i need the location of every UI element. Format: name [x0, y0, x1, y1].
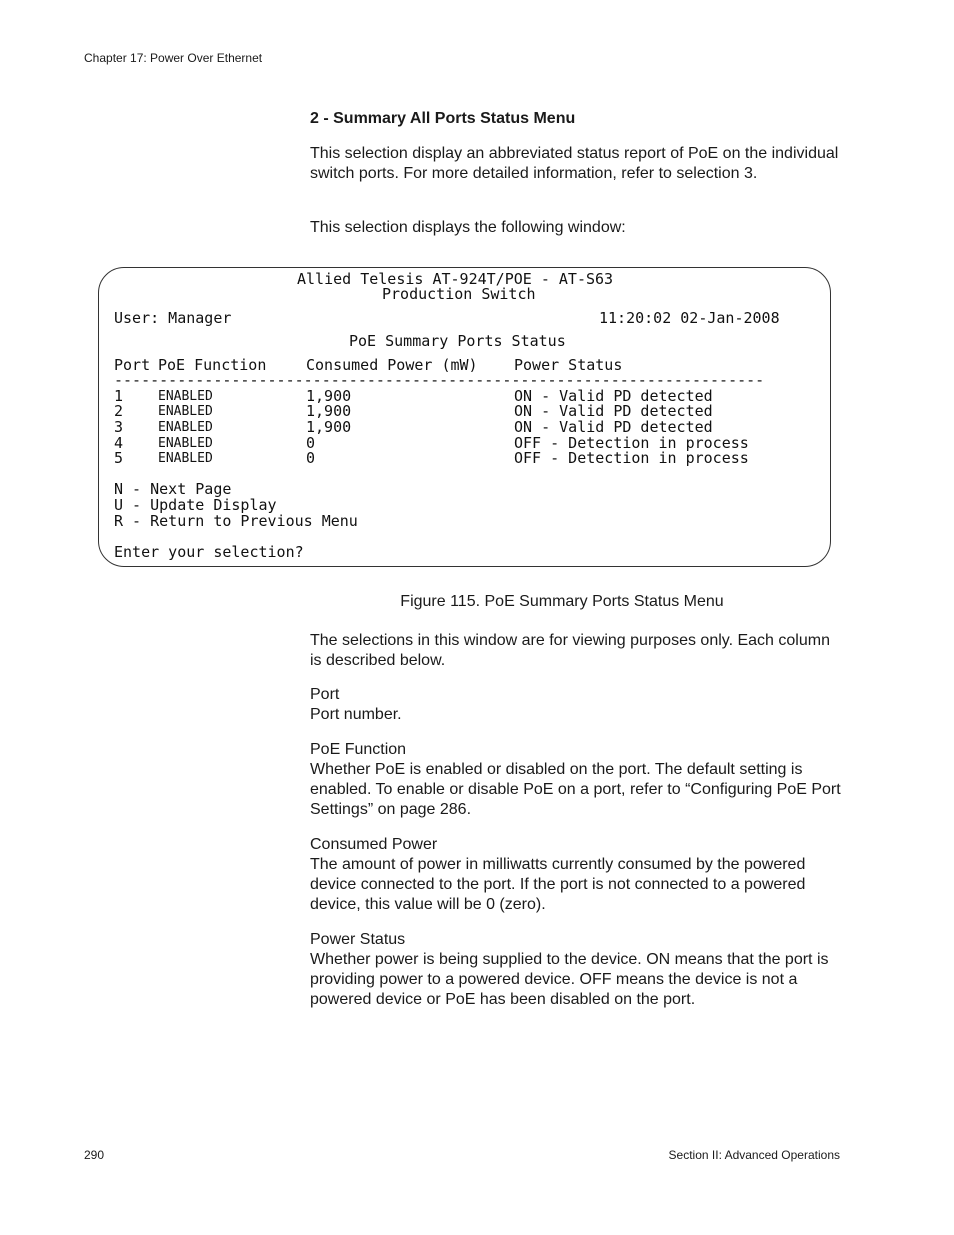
description-term: Consumed Power — [310, 836, 438, 853]
row-port: 1 — [114, 387, 124, 405]
menu-option-next-page: N - Next Page — [114, 480, 232, 498]
column-header-power-status: Power Status — [514, 356, 623, 374]
description-term: Port — [310, 686, 340, 703]
column-header-consumed-power: Consumed Power (mW) — [306, 356, 478, 374]
row-function: ENABLED — [158, 404, 213, 419]
row-port: 3 — [114, 418, 124, 436]
running-header: Chapter 17: Power Over Ethernet — [84, 51, 263, 65]
footer-section: Section II: Advanced Operations — [668, 1148, 840, 1162]
after-figure-paragraph: The selections in this window are for viewing purposes only. Each column is described below. — [310, 632, 830, 669]
description-consumed-power — [310, 835, 845, 915]
terminal-prompt: Enter your selection? — [114, 543, 304, 561]
intro-paragraph: This selection display an abbreviated status report of PoE on the individual switch ports. For more detailed information, refer to selection 3. — [310, 145, 839, 182]
row-power: 1,900 — [306, 418, 352, 436]
row-status: ON - Valid PD detected — [514, 402, 713, 420]
figure-caption: Figure 115. PoE Summary Ports Status Menu — [400, 593, 724, 610]
row-power: 1,900 — [306, 387, 352, 405]
page-number: 290 — [84, 1148, 105, 1162]
row-power: 0 — [306, 449, 316, 467]
column-header-port: Port — [114, 356, 151, 374]
terminal-user: User: Manager — [114, 309, 232, 327]
description-text: Port number. — [310, 706, 402, 723]
row-port: 5 — [114, 449, 124, 467]
description-poe-function — [310, 740, 845, 820]
description-power-status — [310, 930, 845, 1010]
row-function: ENABLED — [158, 451, 213, 466]
description-text: Whether PoE is enabled or disabled on the port. The default setting is enabled. To enable or disable PoE on a port, refer to “Configuring PoE Port Settings” on page 286. — [310, 761, 841, 818]
description-term: Power Status — [310, 931, 406, 948]
description-port — [310, 685, 845, 725]
row-status: OFF - Detection in process — [514, 449, 749, 467]
menu-option-return: R - Return to Previous Menu — [114, 512, 358, 530]
row-function: ENABLED — [158, 436, 213, 451]
row-status: ON - Valid PD detected — [514, 418, 713, 436]
description-text: The amount of power in milliwatts currently consumed by the powered device connected to the port. If the port is not connected to a powered device, this value will be 0 (zero). — [310, 856, 806, 913]
column-header-poe-function: PoE Function — [158, 356, 267, 374]
window-lead-paragraph: This selection displays the following window: — [310, 219, 626, 236]
row-port: 4 — [114, 434, 124, 452]
description-term: PoE Function — [310, 741, 407, 758]
row-function: ENABLED — [158, 420, 213, 435]
row-status: ON - Valid PD detected — [514, 387, 713, 405]
row-power: 1,900 — [306, 402, 352, 420]
row-port: 2 — [114, 402, 124, 420]
terminal-menu-title: PoE Summary Ports Status — [349, 332, 566, 350]
terminal-switch-name: Production Switch — [382, 285, 536, 303]
row-power: 0 — [306, 434, 316, 452]
menu-option-update-display: U - Update Display — [114, 496, 277, 514]
terminal-datetime: 11:20:02 02-Jan-2008 — [599, 309, 780, 327]
terminal-separator: ------------------------------------------------------------------------ — [114, 371, 765, 389]
terminal-product: Allied Telesis AT-924T/POE - AT-S63 — [297, 270, 614, 288]
row-status: OFF - Detection in process — [514, 434, 749, 452]
row-function: ENABLED — [158, 389, 213, 404]
description-text: Whether power is being supplied to the device. ON means that the port is providing power to a powered device. OFF means the device is not a powered device or PoE has been disabled on the port. — [310, 951, 829, 1008]
section-title: 2 - Summary All Ports Status Menu — [310, 110, 576, 127]
